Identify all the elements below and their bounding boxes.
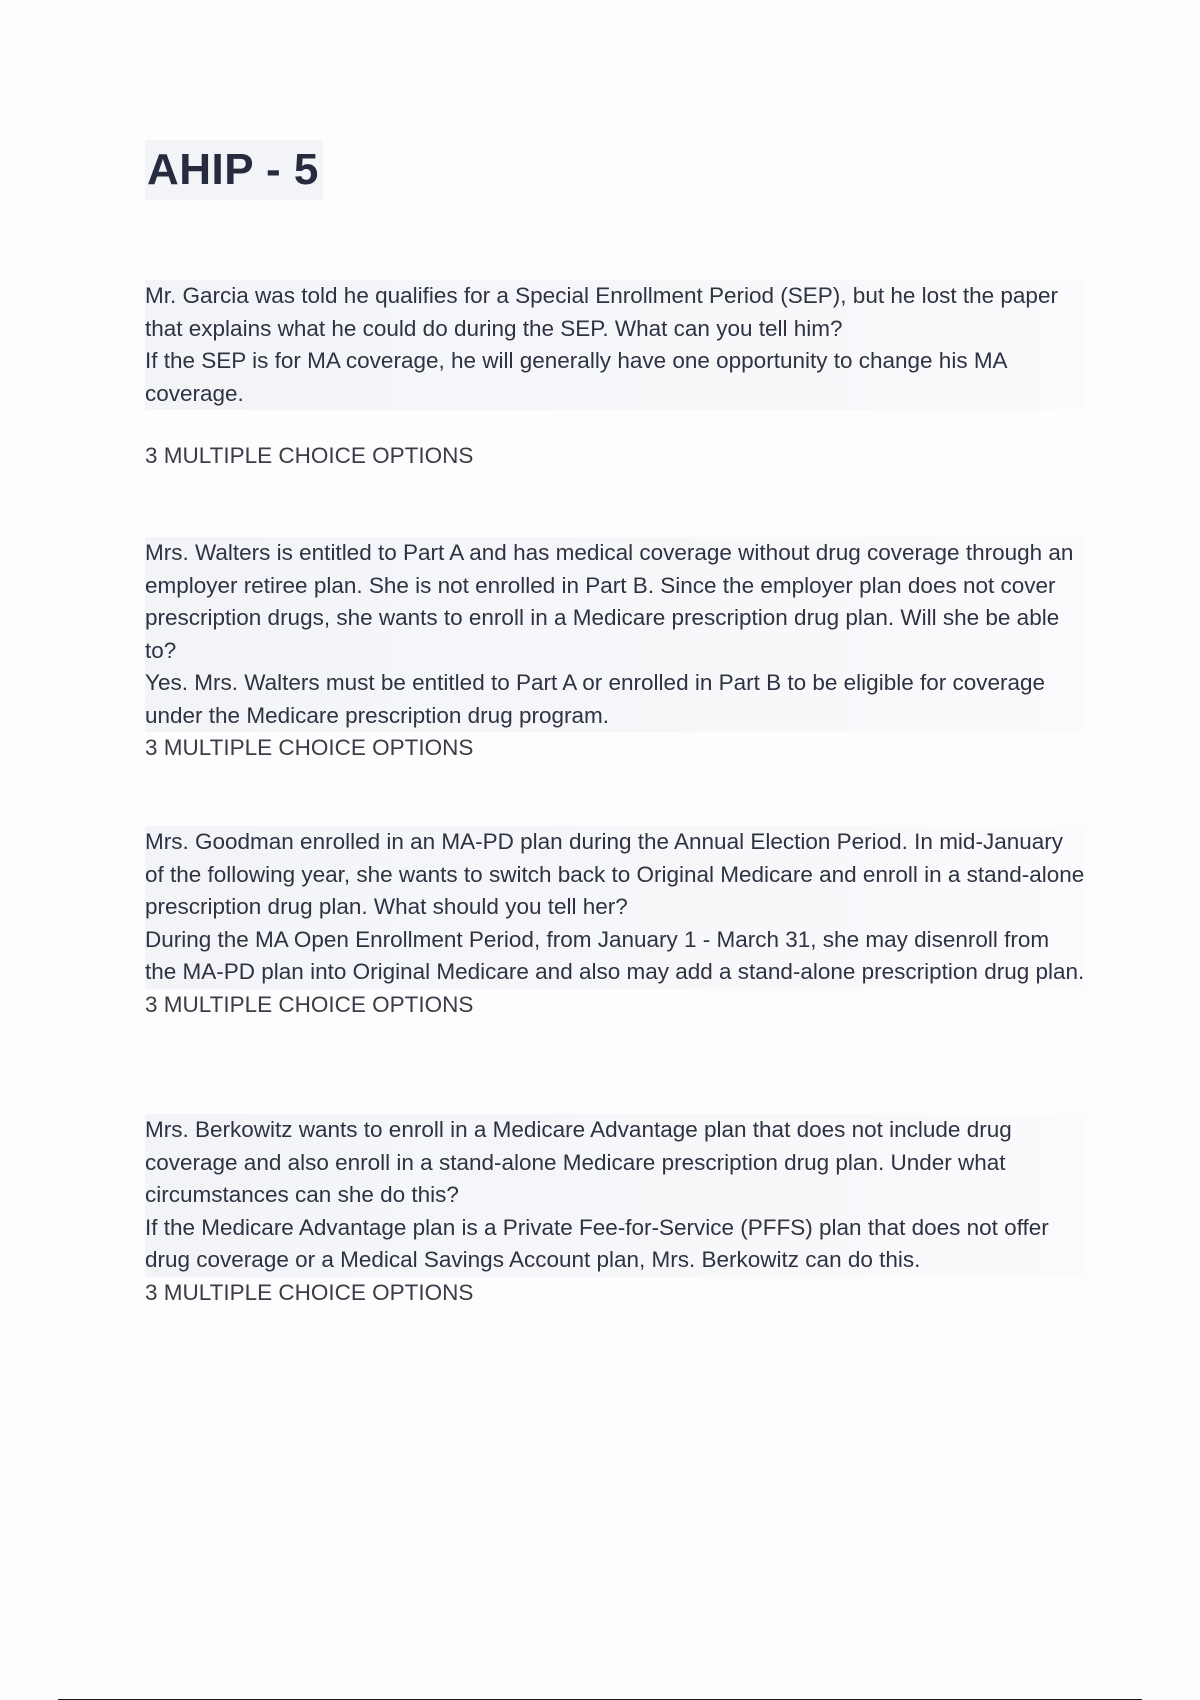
flashcard — [145, 1114, 1085, 1309]
flashcard — [145, 826, 1085, 1021]
flashcard — [145, 537, 1085, 765]
question-text: Mr. Garcia was told he qualifies for a Special Enrollment Period (SEP), but he lost the paper that explains what he could do during the SEP. What can you tell him? — [145, 280, 1085, 345]
question-text: Mrs. Walters is entitled to Part A and has medical coverage without drug coverage through an employer retiree plan. She is not enrolled in Part B. Since the employer plan does not cover prescription drugs, she wants to enroll in a Medicare prescription drug plan. Will she be able to? — [145, 537, 1085, 667]
flashcard — [145, 280, 1085, 473]
answer-text: If the Medicare Advantage plan is a Private Fee-for-Service (PFFS) plan that does not offer drug coverage or a Medical Savings Account plan, Mrs. Berkowitz can do this. — [145, 1212, 1085, 1277]
multiple-choice-label: 3 MULTIPLE CHOICE OPTIONS — [145, 991, 474, 1017]
answer-text: Yes. Mrs. Walters must be entitled to Part A or enrolled in Part B to be eligible for coverage under the Medicare prescription drug program. — [145, 667, 1085, 732]
question-text: Mrs. Berkowitz wants to enroll in a Medicare Advantage plan that does not include drug coverage and also enroll in a stand-alone Medicare prescription drug plan. Under what circumstances can she do this? — [145, 1114, 1085, 1212]
answer-text: If the SEP is for MA coverage, he will generally have one opportunity to change his MA coverage. — [145, 345, 1085, 410]
multiple-choice-label: 3 MULTIPLE CHOICE OPTIONS — [145, 443, 474, 468]
answer-text: During the MA Open Enrollment Period, from January 1 - March 31, she may disenroll from the MA-PD plan into Original Medicare and also may add a stand-alone prescription drug plan. — [145, 924, 1085, 989]
multiple-choice-label: 3 MULTIPLE CHOICE OPTIONS — [145, 735, 474, 760]
question-text: Mrs. Goodman enrolled in an MA-PD plan during the Annual Election Period. In mid-January of the following year, she wants to switch back to Original Medicare and enroll in a stand-alone prescription drug plan. What should you tell her? — [145, 826, 1085, 924]
multiple-choice-label: 3 MULTIPLE CHOICE OPTIONS — [145, 1279, 474, 1305]
page-title: AHIP - 5 — [145, 140, 323, 200]
